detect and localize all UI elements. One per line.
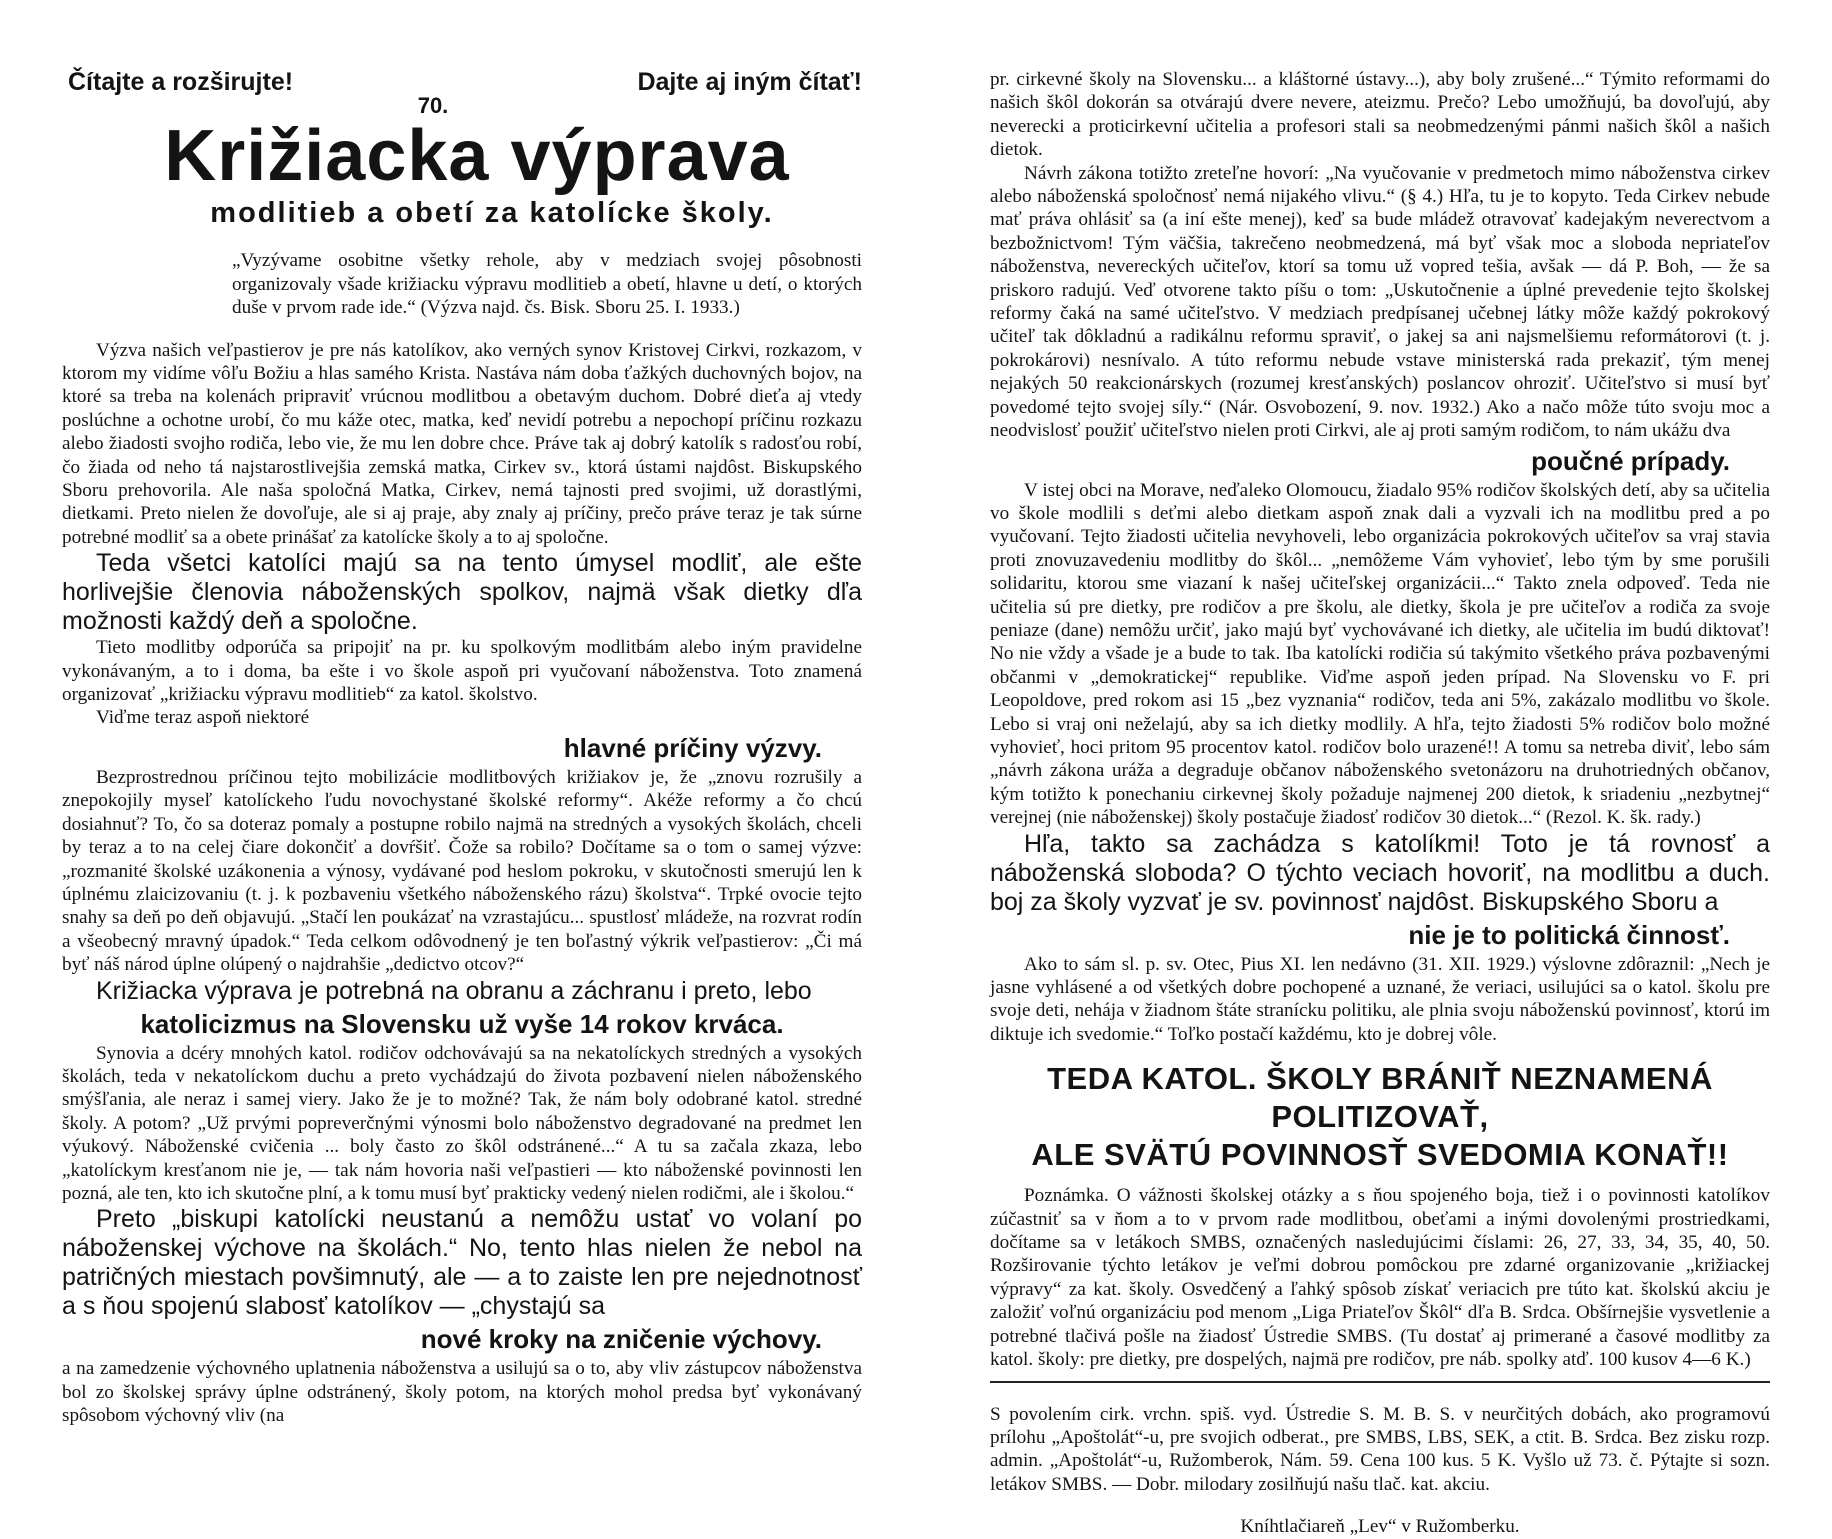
paragraph: Ako to sám sl. p. sv. Otec, Pius XI. len nedávno (31. XII. 1929.) výslovne zdôraznil: „Nech je jasne vyhlásené a od všetkých dobre pochopené a uznané, že veriaci, usilujúci sa o katol. školu pre svoje deti, nehája v žiadnom štáte stranícku politiku, ale plnia svoju náboženskú povinnosť, ktorú im diktuje ich svedomie.“ Toľko postačí každému, kto je dobrej vôle. (990, 953, 1770, 1045)
section-heading: nie je to politická činnosť. (1408, 919, 1730, 950)
right-page (990, 68, 1770, 1539)
capitals-line-1: TEDA KATOL. ŠKOLY BRÁNIŤ NEZNAMENÁ POLITIZOVAŤ, (1047, 1061, 1713, 1135)
paragraph: V istej obci na Morave, neďaleko Olomoucu, žiadalo 95% rodičov školských detí, aby sa učitelia vo škole modlili s deťmi alebo dietkam aspoň znak dali a vyzvali ich na modlitbu pred a po vyučovaní. Tejto žiadosti učitelia nevyhoveli, lebo organizácia pokrokových učiteľov sa vraj stavia proti znovuzavedeniu modlitby do škôl... „nemôžeme Vám vyhovieť, lebo tým by sme porušili solidaritu, ktorou sme viazaní k našej učiteľskej organizácii...“ Takto znela odpoveď. Teda nie učitelia sú pre dietky, pre rodičov a pre školu, ale dietky, škola je pre učiteľov a rodiča za svoje peniaze (dane) nemôžu určiť, jako majú byť vychovávané ich dietky, ale učitelia im budú diktovať! No nie vždy a všade je a bude to tak. Iba katolícki rodičia sú takýmito všetkého práva pozbavenými občanmi v „demokratickej“ republike. Viďme aspoň jeden prípad. Na Slovensku vo F. pri Leopoldove, pred rokom asi 15 „bez vyznania“ rodičov, teda ani 5%, zakázalo modlitbu vo škole. Lebo si vraj oni neželajú, aby sa ich dietky modlily. A hľa, tejto žiadosti 5% rodičov bolo možné vyhovieť, hoci pritom 95 procentov katol. rodičov bolo urazené!! A tomu sa netreba diviť, lebo sám „návrh zákona uráža a degraduje občanov náboženského svetonázoru na druhotriedných občanov, kým totižto k ponechaniu cirkevnej školy požaduje najmenej 200 dietok, k sriadeniu „nezbytnej“ verejnej (nie náboženskej) školy postačuje žiadosť rodičov 30 dietok...“ (Rezol. K. šk. rady.) (990, 479, 1770, 829)
left-page (62, 68, 862, 1428)
section-heading: katolicizmus na Slovensku už vyše 14 rokov krváca. (140, 1008, 784, 1039)
printer-line: Kníhtlačiareň „Lev“ v Ružomberku. (1240, 1516, 1520, 1538)
divider (990, 1381, 1770, 1383)
section-heading: poučné prípady. (1531, 445, 1730, 476)
header-right: Dajte aj iným čítať! (637, 68, 862, 96)
paragraph: pr. cirkevné školy na Slovensku... a kláštorné ústavy...), aby boly zrušené...“ Týmito reformami do našich škôl dokorán sa otvárajú dvere nevere, ateizmu. Prečo? Lebo umožňujú, ba dovoľujú, aby neverecki a proticirkevní učitelia a profesori stali sa neobmedzenými pánmi našich škôl a našich dietok. (990, 69, 1770, 161)
bishops-quote: „Vyzývame osobitne všetky rehole, aby v medziach svojej pôsobnosti organizovaly všade križiacku výpravu modlitieb a obetí, hlavne u detí, o ktorých duše v prvom rade ide.“ (Výzva najd. čs. Bisk. Sboru 25. I. 1933.) (232, 250, 862, 318)
paragraph: Návrh zákona totižto zreteľne hovorí: „Na vyučovanie v predmetoch mimo náboženstva cirkev alebo náboženská spoločnosť nemá nijakého vlivu.“ (§ 4.) Hľa, tu je to kopyto. Teda Cirkev nebude mať práva ohlásiť sa (a iní ešte menej), keď sa bude mládež otravovať kadejakým neverectvom a bezbožnictvom! Tým väčšia, takrečeno neobmedzená, má byť však moc a sloboda nepriateľov náboženstva, nevereckých učiteľov, ktorí sa tomu už vopred tešia, avšak — dá P. Boh, — že sa priskoro radujú. Veď otvorene takto píšu o tom: „Uskutočnenie a úplné prevedenie tejto školskej reformy čaká na samé učiteľstvo. V medziach predpísanej učebnej látky môže každý pokrokový učiteľ tak dôkladnú a radikálnu reformu spraviť, o jakej sa ani najsmelšiemu reformátorovi (t. j. pokrokárovi) nesnívalo. A túto reformu nebude vstave ministerská rada prekaziť, tým menej nejakých 50 reakcionárskych (rozumej kresťanských) poslancov ohroziť. Učiteľstvo si musí byť povedomé tejto svojej síly.“ (Nár. Osvobození, 9. nov. 1932.) Ako a načo môže túto svoju moc a neodvislosť použiť učiteľstvo nielen proti Cirkvi, ale aj proti samým rodičom, to nám ukážu dva (990, 162, 1770, 442)
capitals-heading (990, 1060, 1770, 1174)
header-left: Čítajte a rozširujte! (68, 68, 294, 96)
paragraph: Synovia a dcéry mnohých katol. rodičov odchovávajú sa na nekatolíckych stredných a vysokých školách, teda v nekatolíckom duchu a preto vychádzajú do života pozbavení nielen náboženského smýšľania, ale neraz i samej viery. Jako že je to možné? Tak, že nám boly odobrané katol. stredné školy. A potom? „Už prvými popreverčnými výnosmi bolo náboženstvo degradované na predmet len výukový. Náboženské cvičenia ... boly často zo škôl odstránené...“ A tu sa začala zkaza, lebo „katolíckym kresťanom nie je, — tak nám hovoria naši veľpastieri — kto náboženské povinnosti len pozná, ale ten, kto ich skutočne plní, a k tomu musí byť prakticky vedený nielen rodičmi, ale i školou.“ (62, 1042, 862, 1204)
paragraph-large: Križiacka výprava je potrebná na obranu a záchranu i preto, lebo (96, 976, 812, 1005)
issue-number: 70. (417, 93, 449, 118)
capitals-line-2: ALE SVÄTÚ POVINNOSŤ SVEDOMIA KONAŤ!! (1031, 1137, 1729, 1173)
note-paragraph: Poznámka. O vážnosti školskej otázky a s ňou spojeného boja, tiež i o povinnosti katolíkov zúčastniť sa v ňom a to v prvom rade modlitbou, obeťami a inými dovolenými prostriedkami, dočítame sa v letákoch SMBS, označených nasledujúcimi číslami: 26, 27, 33, 34, 35, 40, 50. Rozširovanie týchto letákov je veľmi dobrou pomôckou pre zdarné organizovanie „križiackej výpravy“ za kat. školy. Osvedčený a ľahký spôsob získať veriacich pre túto kat. školskú akciu je založiť voľnú organizáciu pod menom „Liga Priateľov Škôl“ dľa B. Srdca. Obšírnejšie vysvetlenie a potrebné tlačivá pošle na žiadosť Ústredie SMBS. (Tu dostať aj primerané a časové modlitby za katol. školy: pre dietky, pre dospelých, najmä pre rodičov, pre náb. spolky atď. 100 kusov 4—6 K.) (990, 1185, 1770, 1371)
section-heading: nové kroky na zničenie výchovy. (420, 1324, 822, 1355)
paragraph-large: Hľa, takto sa zachádza s katolíkmi! Toto je tá rovnosť a náboženská sloboda? O týchto veciach hovoriť, na modlitbu a duch. boj za školy vyzvať je sv. povinnosť najdôst. Biskupského Sboru a (990, 829, 1770, 916)
paragraph: a na zamedzenie výchovného uplatnenia náboženstva a usilujú sa o to, aby vliv zástupcov náboženstva bol zo školskej správy úplne odstránený, školy potom, na ktorých mohol predsa byť vykonávaný spôsobom výchovný vliv (na (62, 1358, 862, 1427)
paragraph: Viďme teraz aspoň niektoré (96, 707, 310, 729)
paragraph-large: Preto „biskupi katolícki neustanú a nemôžu ustať vo volaní po náboženskej výchove na školách.“ No, tento hlas nielen že nebol na patričných miestach povšimnutý, ale — a to zaiste len pre nejednotnosť a s ňou spojenú slabosť katolíkov — „chystajú sa (62, 1205, 862, 1321)
section-heading: hlavné príčiny výzvy. (563, 732, 822, 763)
paragraph: Tieto modlitby odporúča sa pripojiť na pr. ku spolkovým modlitbám alebo iným pravidelne vykonávaným, a to i doma, ba ešte i vo škole aspoň pri vyučovaní náboženstva. Toto znamená organizovať „križiacku výpravu modlitieb“ za katol. školstvo. (62, 637, 862, 706)
paragraph: Bezprostrednou príčinou tejto mobilizácie modlitbových križiakov je, že „znovu rozrušily a znepokojily myseľ katolíckeho ľudu novochystané školské reformy“. Akéže reformy a čo chcú dosiahnuť? To, čo sa doteraz pomaly a postupne robilo najmä na stredných a vysokých školách, chceli by teraz a to na celej čiare dokončiť a dovŕšiť. Čože sa robilo? Dočítame sa o tom o samej výzve: „rozmanité školské uzákonenia a výnosy, vydávané pod heslom pokroku, v skutočnosti smerujú len k úplnému zlaicizovaniu (t. j. k pozbaveniu všetkého náboženského rázu) školstva“. Trpké ovocie tejto snahy sa deň po deň objavujú. „Stačí len poukázať na vzrastajúcu... spustlosť mládeže, na rozvrat rodín a všeobecný mravný úpadok.“ Teda celkom odôvodnený je ten boľastný výkrik veľpastierov: „Či má byť náš národ úplne olúpený o najdrahšie „dedictvo otcov?“ (62, 766, 862, 976)
paragraph: Výzva našich veľpastierov je pre nás katolíkov, ako verných synov Kristovej Cirkvi, rozkazom, v ktorom my vidíme vôľu Božiu a hlas samého Krista. Nastáva nám doba ťažkých duchovných bojov, na ktoré sa treba na kolenách pripraviť vrúcnou modlitbou a obetavým duchom. Dobré dieťa aj vtedy poslúchne a ochotne urobí, čo mu káže otec, matka, keď nevidí potrebu a nepochopí príčinu rozkazu alebo žiadosti svojho rodiča, lebo vie, že mu len dobre chce. Práve tak aj dobrý katolík s radosťou robí, čo žiada od neho tá najstarostlivejšia zemská matka, Cirkev sv., ktorá ústami najdôst. Biskupského Sboru prehovorila. Ale naša spoločná Matka, Cirkev, nemá tajnosti pred svojimi, už dorastlými, dietkami. Preto nielen že dovoľuje, ale si aj praje, aby znaly aj príčiny, prečo práve teraz je tak súrne potrebné modliť sa a obete prinášať za katolícke školy a to aj spoločne. (62, 339, 862, 548)
page-title: Križiacka výprava (164, 116, 790, 196)
imprint: S povolením cirk. vrchn. spiš. vyd. Ústredie S. M. B. S. v neurčitých dobách, ako programovú prílohu „Apoštolát“-u, pre svojich odberat., pre SMBS, LBS, SEK, a ctit. B. Srdca. Bez zisku rozp. admin. „Apoštolát“-u, Ružomberok, Nám. 59. Cena 100 kus. 5 K. Vyšlo už 73. č. Pýtajte si sozn. letákov SMBS. — Dobr. milodary zosilňujú našu tlač. kat. akciu. (990, 1403, 1770, 1495)
paragraph-large: Teda všetci katolíci majú sa na tento úmysel modliť, ale ešte horlivejšie členovia náboženských spolkov, najmä však dietky dľa možnosti každý deň a spoločne. (62, 549, 862, 636)
page-subtitle: modlitieb a obetí za katolícke školy. (210, 197, 774, 229)
